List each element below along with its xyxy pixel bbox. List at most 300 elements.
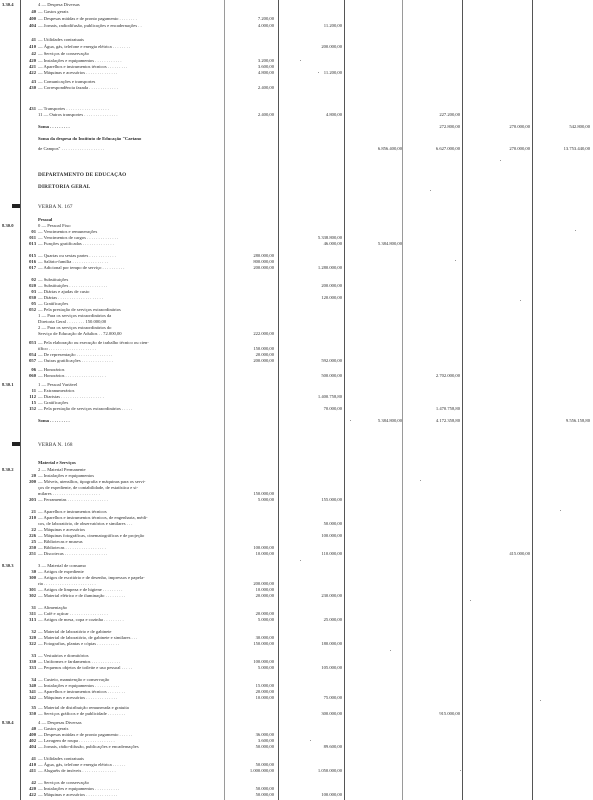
amount-col-1: 222.000,00 (253, 331, 274, 336)
item-code: 34 (31, 677, 36, 682)
item-code: 31 (31, 605, 36, 610)
amount-col-2: 180.000,00 (321, 641, 342, 646)
amount-col-3: 5.384.800,00 (377, 418, 402, 423)
amount-col-1: 20.000,00 (255, 593, 274, 598)
amount-col-1: 20.000,00 (255, 611, 274, 616)
table-row (0, 711, 593, 717)
amount-col-2: 4.800,00 (325, 112, 342, 117)
amount-col-2: 100.000,00 (321, 792, 342, 797)
item-description: — Artigos de expediente (38, 569, 84, 574)
item-description: — Funções gratificadas . . . . . . . . . . . . . . (38, 241, 114, 246)
amount-col-1: 2.400,00 (257, 112, 274, 117)
item-description: — Extranumerários (38, 388, 75, 393)
table-row (0, 23, 593, 29)
section-code: 8.30.4 (2, 720, 14, 725)
amount-col-1: 36.000,00 (255, 732, 274, 737)
item-code: 300 (29, 575, 36, 580)
table-row (0, 241, 593, 247)
item-description: — Móveis, utensílios, tipografia e máquinas para os servi- (38, 479, 146, 484)
item-code: 21 (31, 509, 36, 514)
item-description: — Serviços gráficos e de publicidade . . . . . . . . (38, 711, 126, 716)
item-code: 42 (31, 780, 36, 785)
item-description: Material e Serviços (38, 460, 76, 465)
item-description: 2 — Para os serviços extraordinários do (38, 325, 112, 330)
item-description: VERBA N. 168 (38, 442, 73, 448)
item-code: 313 (29, 617, 36, 622)
item-description: — Aluguéis de imóveis . . . . . . . . . . . . . . . (38, 768, 116, 773)
amount-col-1: 200.000,00 (253, 358, 274, 363)
item-description: 4 — Despesas Diversas (38, 720, 82, 725)
amount-col-1: 200.000,00 (253, 265, 274, 270)
table-row (0, 2, 593, 8)
amount-col-3: 6.856.400,00 (377, 146, 402, 151)
item-description: — Diárias . . . . . . . . . . . . . . . . . . . . (38, 295, 103, 300)
item-code: 322 (29, 641, 36, 646)
table-row (0, 497, 593, 503)
item-code: 42 (31, 51, 36, 56)
item-description: — Outras gratificações . . . . . . . . . . . . . . (38, 358, 113, 363)
table-row (0, 744, 593, 750)
scan-speckle (455, 260, 456, 261)
amount-col-1: 4.800,00 (257, 70, 274, 75)
table-row (0, 85, 593, 91)
amount-col-2: 70.000,00 (323, 406, 342, 411)
item-description: Serviço de Educação de Adultos . . 72.000,00 (38, 331, 122, 336)
amount-col-5: 415.000,00 (509, 551, 530, 556)
item-code: 052 (29, 307, 36, 312)
item-description: — Pela prestação de serviços extraordinários (38, 307, 121, 312)
item-description: — Diárias e ajudas de custo (38, 289, 90, 294)
item-code: 40 (31, 9, 36, 14)
section-code: 8.30.3 (2, 563, 14, 568)
amount-col-1: 280.000,00 (253, 253, 274, 258)
item-code: 017 (29, 265, 36, 270)
table-row (0, 112, 593, 118)
item-description: — Custeio, manutenção e conservação (38, 677, 110, 682)
amount-col-2: 11.200,00 (323, 70, 342, 75)
amount-col-1: 3.600,00 (257, 64, 274, 69)
amount-col-1: 800.000,00 (253, 259, 274, 264)
item-code: 22 (31, 527, 36, 532)
item-code: 40 (31, 726, 36, 731)
item-description: Diretoria Geral . . . . . . . . 150.000,00 (38, 319, 107, 324)
item-code: 05 (31, 301, 36, 306)
section-code: 8.30.1 (2, 382, 14, 387)
amount-col-1: 50.000,00 (255, 786, 274, 791)
item-description: — Ferramentas . . . . . . . . . . . . . . . . . . (38, 497, 108, 502)
amount-col-2: 230.000,00 (321, 593, 342, 598)
table-row (0, 617, 593, 623)
section-code: 8.30.2 (2, 467, 14, 472)
amount-col-1: 5.000,00 (257, 497, 274, 502)
amount-col-1: 3.200,00 (257, 58, 274, 63)
item-code: 43 (31, 79, 36, 84)
item-code: 057 (29, 358, 36, 363)
item-code: 016 (29, 259, 36, 264)
item-description: — Vencimentos de cargos . . . . . . . . . . . . . . (38, 235, 119, 240)
item-code: 341 (29, 689, 36, 694)
item-description: — Fotografias, plantas e cópias . . . . . . . . . . (38, 641, 120, 646)
amount-col-2: 300.000,00 (321, 711, 342, 716)
item-code: 011 (29, 235, 36, 240)
amount-col-2: 120.000,00 (321, 295, 342, 300)
item-code: 06 (31, 367, 36, 372)
item-description: — Máquinas e acessórios . . . . . . . . . . . . . . (38, 70, 118, 75)
table-row (0, 695, 593, 701)
item-description: ria . . . . . . . . . . . . . . . . . . . . . . . (38, 581, 96, 586)
scan-speckle (500, 160, 501, 161)
scan-speckle (575, 230, 576, 231)
amount-col-1: 10.000,00 (255, 695, 274, 700)
item-description: — Jornais, rádio-difusão, publicações e encadernações (38, 744, 139, 749)
item-code: 210 (29, 515, 36, 520)
item-code: 20 (31, 473, 36, 478)
item-description: — Uniformes e fardamentos . . . . . . . . . . . . . (38, 659, 121, 664)
item-description: — Jornais, radiodifusão, publicações e encadernações . . (38, 23, 142, 28)
item-description: de Campos" . . . . . . . . . . . . . . . . . . . (38, 146, 105, 151)
item-code: 404 (29, 744, 36, 749)
amount-col-4: 4.172.358,80 (435, 418, 460, 423)
item-description: — Máquinas e acessórios . . . . . . . . . . . . . . (38, 792, 118, 797)
amount-col-1: 7.200,00 (257, 16, 274, 21)
item-code: 35 (31, 705, 36, 710)
scan-speckle (318, 72, 319, 73)
item-description: Soma . . . . . . . . . (38, 418, 70, 423)
item-description: — Serviços de conservação (38, 780, 89, 785)
item-code: 01 (31, 229, 36, 234)
item-code: 350 (29, 711, 36, 716)
item-code: 112 (29, 394, 36, 399)
item-description: — Pequenos objetos de toilette e uso pessoal . . . . . (38, 665, 133, 670)
item-description: 4 — Despesa Diversas (38, 2, 80, 7)
table-row (0, 44, 593, 50)
item-code: 420 (29, 786, 36, 791)
item-description: — Aparelhos e instrumentos técnicos (38, 509, 107, 514)
amount-col-1: 10.000,00 (255, 587, 274, 592)
item-description: Pessoal (38, 217, 53, 222)
amount-col-6: 9.556.158,80 (565, 418, 590, 423)
item-description: 2 — Material Permanente (38, 467, 86, 472)
scan-speckle (300, 60, 301, 61)
scan-speckle (470, 600, 471, 601)
table-row (0, 16, 593, 22)
amount-col-2: 75.000,00 (323, 695, 342, 700)
table-row (0, 551, 593, 557)
amount-col-2: 500.000,00 (321, 373, 342, 378)
item-description: — Café e açúcar . . . . . . . . . . . . . . . . . (38, 611, 108, 616)
item-code: 430 (29, 85, 36, 90)
item-description: Soma . . . . . . . . . (38, 124, 70, 129)
table-row (0, 768, 593, 774)
table-row (0, 204, 593, 210)
amount-col-1: 15.000,00 (255, 683, 274, 688)
item-code: 226 (29, 533, 36, 538)
item-description: — Substituições (38, 277, 69, 282)
amount-col-4: 272.800,00 (439, 124, 460, 129)
item-description: — Material de laboratório e de gabinete (38, 629, 112, 634)
amount-col-1: 150.000,00 (253, 346, 274, 351)
table-row (0, 792, 593, 798)
item-code: 200 (29, 479, 36, 484)
table-row (0, 665, 593, 671)
item-description: — Comunicações e transportes (38, 79, 96, 84)
amount-col-3: 5.384.800,00 (377, 241, 402, 246)
item-description: — Adicional por tempo de serviço . . . . . . . . . . (38, 265, 125, 270)
amount-col-2: 25.000,00 (323, 617, 342, 622)
item-code: 41 (31, 756, 36, 761)
section-code: 8.30.0 (2, 223, 14, 228)
amount-col-2: 11.200,00 (323, 23, 342, 28)
item-code: 342 (29, 695, 36, 700)
item-code: 33 (31, 653, 36, 658)
scan-speckle (390, 650, 391, 651)
amount-col-4: 915.000,00 (439, 711, 460, 716)
item-description: — Bibliotecas . . . . . . . . . . . . . . . . . . (38, 545, 106, 550)
item-description: — Instalações e equipamentos . . . . . . . . . . . . (38, 58, 122, 63)
amount-col-1: 50.000,00 (255, 762, 274, 767)
item-code: 30 (31, 569, 36, 574)
table-row (0, 331, 593, 337)
item-code: 41 (31, 37, 36, 42)
item-description: — Honorários (38, 367, 65, 372)
table-row (0, 146, 593, 152)
amount-col-2: 105.000,00 (321, 665, 342, 670)
table-row (0, 593, 593, 599)
amount-col-5: 270.000,00 (509, 124, 530, 129)
item-description: — Vestuários e dormitórios (38, 653, 89, 658)
scan-speckle (560, 510, 561, 511)
item-code: 060 (29, 373, 36, 378)
item-description: — Máquinas e acessórios (38, 527, 86, 532)
item-description: — Discotecas . . . . . . . . . . . . . . . . . . . (38, 551, 108, 556)
item-description: 0 — Pessoal Fixo (38, 223, 71, 228)
section-code: 3.30.4 (2, 2, 14, 7)
item-description: — Despesas miúdas e de pronto pagamento . . . . . . . . (38, 16, 137, 21)
item-description: — Aparelhos e instrumentos técnicos . . . . . . . . . (38, 64, 128, 69)
amount-col-1: 150.000,00 (253, 491, 274, 496)
item-code: 152 (29, 406, 36, 411)
table-row (0, 70, 593, 76)
item-code: 404 (29, 23, 36, 28)
table-row (0, 418, 593, 424)
item-code: 311 (29, 611, 36, 616)
item-code: 410 (29, 762, 36, 767)
item-description: — Gastos gerais (38, 726, 69, 731)
item-description: 11 — Outros transportes . . . . . . . . . . . . . . . (38, 112, 118, 117)
item-description: — Máquinas fotográficas, cinematográficas e de projeção (38, 533, 145, 538)
item-description: DIRETORIA GERAL (38, 184, 91, 190)
item-description: — Lavagem de roupa . . . . . . . . . . . . . . . . (38, 738, 115, 743)
item-description: — Artigos de escritório e de desenho, impressos e papela- (38, 575, 145, 580)
item-description: — Salário-família . . . . . . . . . . . . . . . . (38, 259, 109, 264)
amount-col-1: 50.000,00 (255, 744, 274, 749)
amount-col-2: 100.000,00 (321, 533, 342, 538)
amount-col-2: 592.000,00 (321, 358, 342, 363)
item-code: 420 (29, 58, 36, 63)
amount-col-2: 1.400.758,80 (317, 394, 342, 399)
scan-speckle (430, 190, 431, 191)
item-code: 422 (29, 792, 36, 797)
item-description: — Material elétrico e de iluminação . . . . . . . . . (38, 593, 126, 598)
table-row (0, 51, 593, 57)
item-description: tífico . . . . . . . . . . . . . . . . . . . . . (38, 346, 96, 351)
amount-col-1: 5.000,00 (257, 617, 274, 622)
amount-col-1: 1.000.000,00 (249, 768, 274, 773)
item-description: — Instalações e equipamentos . . . . . . . . . . . (38, 683, 120, 688)
item-code: 333 (29, 665, 36, 670)
amount-col-1: 50.000,00 (255, 792, 274, 797)
table-row (0, 406, 593, 412)
table-row (0, 37, 593, 43)
amount-col-4: 227.200,00 (439, 112, 460, 117)
amount-col-2: 200.000,00 (321, 44, 342, 49)
item-code: 330 (29, 659, 36, 664)
item-description: — Gastos gerais (38, 9, 69, 14)
item-description: 3 — Material de consumo (38, 563, 86, 568)
scan-speckle (300, 560, 301, 561)
item-description: — Serviços de conservação (38, 51, 89, 56)
item-description: — Bibliotecas e museus (38, 539, 83, 544)
table-row (0, 265, 593, 271)
item-code: 400 (29, 16, 36, 21)
amount-col-2: 5.338.800,00 (317, 235, 342, 240)
item-code: 400 (29, 732, 36, 737)
item-description: DEPARTAMENTO DE EDUCAÇÃO (38, 172, 127, 178)
item-description: — Quartas ou sextas partes . . . . . . . . . . . . (38, 253, 116, 258)
item-code: 301 (29, 587, 36, 592)
scan-speckle (540, 700, 541, 701)
table-row (0, 172, 593, 178)
amount-col-1: 30.000,00 (255, 635, 274, 640)
item-code: 410 (29, 44, 36, 49)
amount-col-1: 3.600,00 (257, 738, 274, 743)
amount-col-5: 270.000,00 (509, 146, 530, 151)
item-description: — Água, gás, telefone e energia elétrica . . . . . . (38, 762, 126, 767)
item-description: — Aparelhos e instrumentos técnicos, de engenharia, médi- (38, 515, 148, 520)
item-code: 320 (29, 635, 36, 640)
item-description: — Honorários . . . . . . . . . . . . . . . . . . (38, 373, 106, 378)
item-code: 250 (29, 545, 36, 550)
item-description: — Instalações e equipamentos (38, 473, 94, 478)
item-description: — Máquinas e acessórios . . . . . . . . . . . . . . (38, 695, 118, 700)
item-description: — Instalações e equipamentos . . . . . . . . . . . (38, 786, 120, 791)
table-row (0, 358, 593, 364)
amount-col-2: 155.000,00 (321, 497, 342, 502)
scan-speckle (420, 480, 421, 481)
table-row (0, 442, 593, 448)
item-description: — Material de distribuição remunerada e gratuita (38, 705, 129, 710)
scan-speckle (460, 770, 461, 771)
amount-col-2: 46.000,00 (323, 241, 342, 246)
item-code: 25 (31, 539, 36, 544)
item-code: 053 (29, 340, 36, 345)
item-code: 251 (29, 551, 36, 556)
amount-col-1: 100.000,00 (253, 545, 274, 550)
amount-col-1: 5.000,00 (257, 665, 274, 670)
amount-col-1: 10.000,00 (255, 551, 274, 556)
item-description: — Gratificações (38, 400, 69, 405)
item-description: — Pela elaboração ou execução de trabalho técnico ou cien- (38, 340, 149, 345)
table-row (0, 373, 593, 379)
item-description: — Utilidades contratuais (38, 37, 84, 42)
scan-speckle (310, 740, 311, 741)
item-description: — Utilidades contratuais (38, 756, 84, 761)
item-description: — Substituições . . . . . . . . . . . . . . . . . (38, 283, 108, 288)
table-row (0, 136, 593, 142)
item-code: 302 (29, 593, 36, 598)
item-description: — Artigos de mesa, copa e cozinha . . . . . . . . . (38, 617, 124, 622)
table-row (0, 124, 593, 130)
item-code: 03 (31, 289, 36, 294)
item-code: 422 (29, 70, 36, 75)
amount-col-1: 20.000,00 (255, 352, 274, 357)
item-description: milares . . . . . . . . . . . . . . . . . . . . . (38, 491, 100, 496)
amount-col-2: 200.000,00 (321, 283, 342, 288)
item-description: — Correspondência fazada . . . . . . . . . . . . . (38, 85, 118, 90)
item-code: 054 (29, 352, 36, 357)
item-description: — Gratificações (38, 301, 69, 306)
table-row (0, 9, 593, 15)
item-code: 15 (31, 400, 36, 405)
item-description: ços de expediente, de contabilidade, de estatística e si- (38, 485, 139, 490)
amount-col-1: 150.000,00 (253, 641, 274, 646)
item-code: 431 (29, 106, 36, 111)
item-code: 340 (29, 683, 36, 688)
item-code: 11 (31, 388, 36, 393)
item-description: — De representação . . . . . . . . . . . . . . . . (38, 352, 113, 357)
item-description: cos, de laboratório, de observatórios e similares . . . (38, 521, 133, 526)
item-code: 030 (29, 295, 36, 300)
table-row (0, 184, 593, 190)
item-description: 1 — Para os serviços extraordinários da (38, 313, 112, 318)
item-code: 015 (29, 253, 36, 258)
item-description: — Transportes . . . . . . . . . . . . . . . . . . . (38, 106, 109, 111)
amount-col-2: 50.000,00 (323, 521, 342, 526)
table-row (0, 641, 593, 647)
item-description: — Vencimentos e remunerações (38, 229, 98, 234)
amount-col-4: 6.627.000,00 (435, 146, 460, 151)
item-code: 203 (29, 497, 36, 502)
amount-col-6: 542.800,00 (569, 124, 590, 129)
item-description: Soma da despesa do Instituto de Educação "Caetano (38, 136, 142, 141)
item-code: 402 (29, 738, 36, 743)
amount-col-4: 1.470.758,80 (435, 406, 460, 411)
amount-col-1: 2.400,00 (257, 85, 274, 90)
item-code: 411 (29, 768, 36, 773)
item-code: 32 (31, 629, 36, 634)
table-row (0, 460, 593, 466)
amount-col-1: 100.000,00 (253, 659, 274, 664)
item-description: 1 — Pessoal Variável (38, 382, 78, 387)
item-description: VERBA N. 167 (38, 204, 73, 210)
item-description: — Aparelhos e instrumentos técnicos . . . . . . . . (38, 689, 126, 694)
item-description: — Diaristas . . . . . . . . . . . . . . . . . . . (38, 394, 104, 399)
amount-col-1: 4.000,00 (257, 23, 274, 28)
amount-col-2: 1.050.000,00 (317, 768, 342, 773)
item-code: 02 (31, 277, 36, 282)
amount-col-4: 2.702.000,00 (435, 373, 460, 378)
item-description: — Material de laboratório, de gabinete e similares . . . (38, 635, 138, 640)
item-code: 013 (29, 241, 36, 246)
amount-col-1: 200.000,00 (253, 581, 274, 586)
item-description: — Pela prestação de serviços extraordinários . . . . . (38, 406, 133, 411)
scan-speckle (520, 300, 521, 301)
scan-speckle (350, 420, 351, 421)
amount-col-1: 20.000,00 (255, 689, 274, 694)
amount-col-2: 89.600,00 (323, 744, 342, 749)
item-description: — Alimentação (38, 605, 67, 610)
amount-col-2: 110.000,00 (321, 551, 342, 556)
